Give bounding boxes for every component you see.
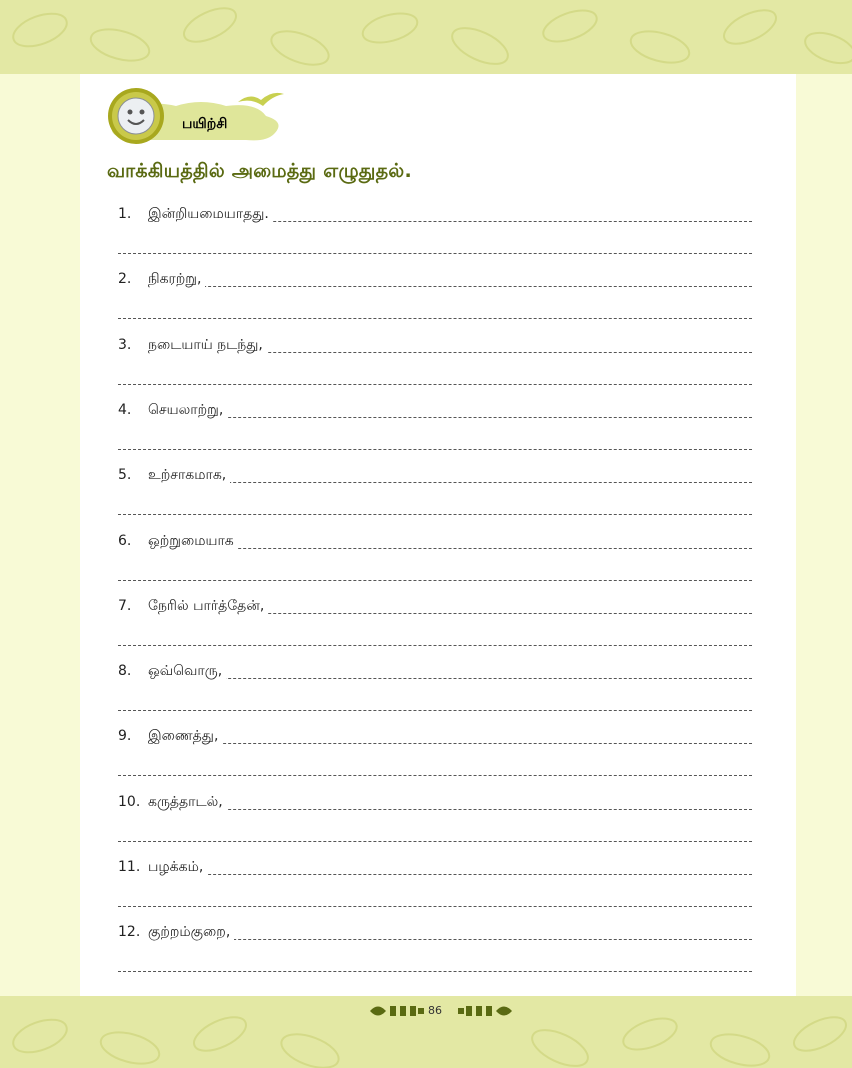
answer-line[interactable] [118, 775, 752, 776]
exercise-word: உற்சாகமாக, [148, 467, 230, 485]
exercise-heading: வாக்கியத்தில் அமைத்து எழுதுதல். [107, 160, 412, 182]
answer-line[interactable] [118, 645, 752, 646]
exercise-number: 2. [118, 271, 132, 287]
page-number: 86 [428, 1004, 442, 1017]
exercise-word: நேரில் பார்த்தேன், [148, 598, 268, 616]
exercise-item [118, 663, 752, 693]
exercise-word: இன்றியமையாதது. [148, 206, 273, 224]
exercise-word: நடையாய் நடந்து, [148, 337, 267, 355]
answer-line[interactable] [118, 580, 752, 581]
exercise-number: 6. [118, 533, 132, 549]
exercise-word: செயலாற்று, [148, 402, 227, 420]
leaf-pattern-top [0, 0, 852, 74]
exercise-word: ஒற்றுமையாக [148, 533, 238, 551]
exercise-number: 7. [118, 598, 132, 614]
top-decorative-band [0, 0, 852, 74]
answer-line[interactable] [148, 678, 752, 679]
exercise-number: 4. [118, 402, 132, 418]
exercise-word: நிகரற்று, [148, 271, 205, 289]
exercise-word: ஒவ்வொரு, [148, 663, 226, 681]
answer-line[interactable] [118, 710, 752, 711]
exercise-item [118, 402, 752, 432]
answer-line[interactable] [148, 286, 752, 287]
answer-line[interactable] [118, 971, 752, 972]
exercise-item [118, 728, 752, 758]
answer-line[interactable] [148, 939, 752, 940]
smiling-sun-icon [106, 86, 166, 146]
exercise-number: 10. [118, 794, 141, 810]
answer-line[interactable] [118, 514, 752, 515]
left-margin [0, 74, 80, 996]
exercise-number: 8. [118, 663, 132, 679]
exercise-item [118, 337, 752, 367]
exercise-word: குற்றம்குறை, [148, 924, 234, 942]
exercise-item [118, 794, 752, 824]
badge-label: பயிற்சி [182, 116, 228, 132]
exercise-number: 5. [118, 467, 132, 483]
answer-line[interactable] [148, 548, 752, 549]
exercise-number: 11. [118, 859, 141, 875]
exercise-item [118, 271, 752, 301]
answer-line[interactable] [118, 906, 752, 907]
exercise-word: கருத்தாடல், [148, 794, 227, 812]
exercise-word: இணைத்து, [148, 728, 222, 746]
exercise-number: 12. [118, 924, 141, 940]
exercise-item [118, 924, 752, 954]
exercise-number: 3. [118, 337, 132, 353]
exercise-badge [106, 86, 292, 150]
exercise-number: 9. [118, 728, 132, 744]
footer-ornament-left-icon [368, 1002, 426, 1020]
exercise-item [118, 467, 752, 497]
exercise-item [118, 859, 752, 889]
exercise-item [118, 598, 752, 628]
exercise-number: 1. [118, 206, 132, 222]
flying-bird-icon [236, 88, 286, 112]
right-margin [796, 74, 852, 996]
page-footer [0, 1000, 852, 1024]
answer-line[interactable] [148, 809, 752, 810]
exercise-item [118, 533, 752, 563]
answer-line[interactable] [148, 743, 752, 744]
answer-line[interactable] [118, 253, 752, 254]
footer-ornament-right-icon [456, 1002, 514, 1020]
answer-line[interactable] [148, 417, 752, 418]
answer-line[interactable] [148, 874, 752, 875]
exercise-item [118, 206, 752, 236]
exercise-word: பழக்கம், [148, 859, 207, 877]
answer-line[interactable] [118, 384, 752, 385]
answer-line[interactable] [118, 449, 752, 450]
answer-line[interactable] [118, 841, 752, 842]
answer-line[interactable] [118, 318, 752, 319]
answer-line[interactable] [148, 482, 752, 483]
